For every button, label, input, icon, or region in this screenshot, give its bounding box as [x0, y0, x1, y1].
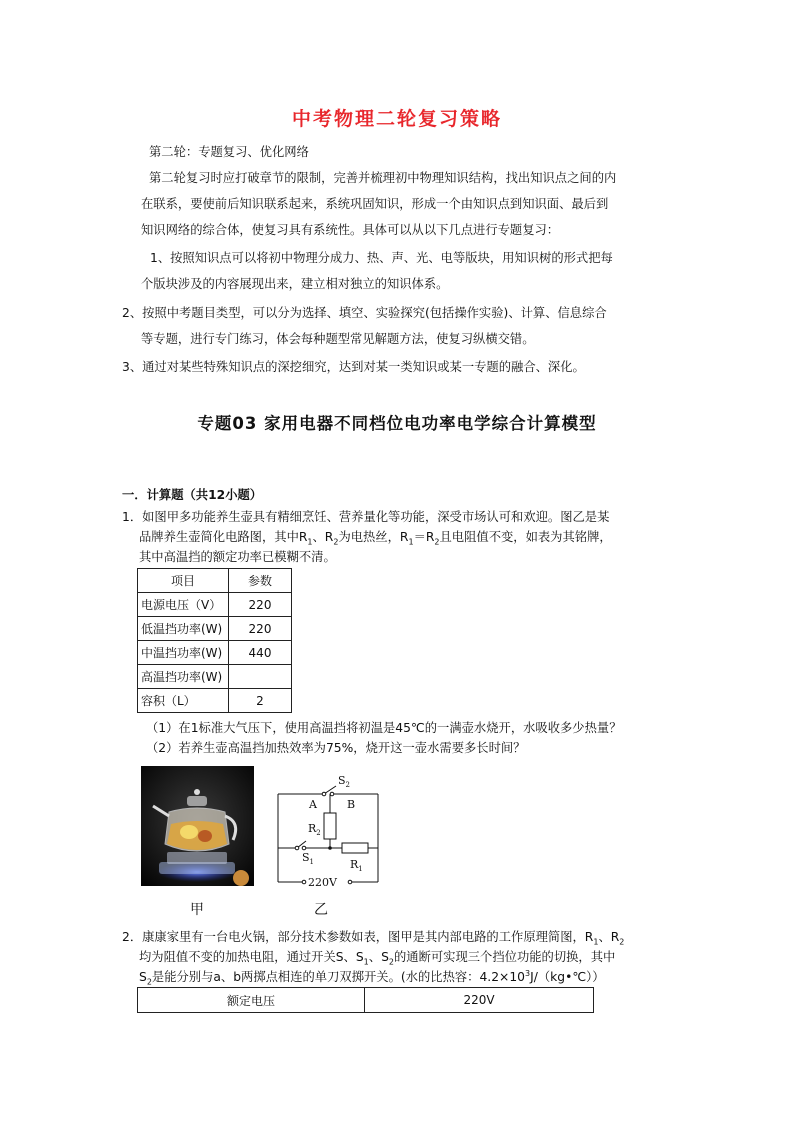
table-row: [138, 988, 594, 1013]
section-heading: 一．计算题（共12小题）: [122, 488, 263, 502]
s1-label: $S_1$: [302, 851, 315, 866]
table-row: [138, 689, 292, 713]
table-row: [138, 593, 292, 617]
table-header-cell: 项目: [138, 569, 229, 593]
table-row: [138, 617, 292, 641]
table-cell: 容积（L）: [138, 689, 229, 713]
list-item: 个版块涉及的内容展现出来，建立相对独立的知识体系。: [141, 277, 449, 291]
paragraph-line: 第二轮复习时应打破章节的限制，完善并梳理初中物理知识结构，找出知识点之间的内: [149, 171, 617, 185]
question-line: 2．康康家里有一台电火锅，部分技术参数如表，图甲是其内部电路的工作原理简图，$R_1$、$R_2$: [122, 930, 625, 947]
table-cell: 220: [229, 617, 292, 641]
list-item: 2、按照中考题目类型，可以分为选择、填空、实验探究(包括操作实验)、计算、信息综合: [122, 306, 607, 320]
question-line: $S_2$是能分别与a、b两掷点相连的单刀双掷开关。(水的比热容：$4.2\times 10^3J/(kg•℃)$）: [139, 968, 605, 987]
list-item: 等专题，进行专门练习，体会每种题型常见解题方法，使复习纵横交错。: [141, 332, 535, 346]
table-cell: 中温挡功率(W): [138, 641, 229, 665]
table-row: [138, 641, 292, 665]
table-cell: 220V: [365, 988, 594, 1013]
table-row: [138, 665, 292, 689]
question-line: 1．如图甲多功能养生壶具有精细烹饪、营养量化等功能，深受市场认可和欢迎。图乙是某: [122, 510, 610, 524]
nameplate-table: [137, 568, 292, 713]
voltage-label: 220V: [308, 876, 337, 889]
s2-label: $S_2$: [338, 774, 351, 789]
table-header-row: [138, 569, 292, 593]
a-label: A: [309, 798, 317, 811]
table-cell: 低温挡功率(W): [138, 617, 229, 641]
spec-table: [137, 987, 594, 1013]
r2-label: $R_2$: [308, 822, 321, 837]
table-cell: 电源电压（V）: [138, 593, 229, 617]
sub-question: （1）在1标准大气压下，使用高温挡将初温是45℃的一满壶水烧开，水吸收多少热量？: [146, 721, 622, 735]
b-label: B: [347, 798, 356, 811]
list-item: 3、通过对某些特殊知识点的深挖细究，达到对某一类知识或某一专题的融合、深化。: [122, 360, 585, 374]
circuit-diagram: [274, 770, 394, 890]
paragraph-line: 知识网络的综合体，使复习具有系统性。具体可以从以下几点进行专题复习：: [141, 223, 560, 237]
r1-label: $R_1$: [350, 858, 363, 873]
intro-line: 第二轮：专题复习、优化网络: [149, 145, 309, 159]
table-cell: [229, 665, 292, 689]
table-cell: 440: [229, 641, 292, 665]
table-cell: 2: [229, 689, 292, 713]
sub-question: （2）若养生壶高温挡加热效率为75%，烧开这一壶水需要多长时间？: [146, 741, 526, 755]
question-line: 均为阻值不变的加热电阻，通过开关S、$S_1$、$S_2$的通断可实现三个挡位功能的切换，其中: [139, 950, 616, 967]
question-line: 品牌养生壶简化电路图，其中$R_1$、$R_2$为电热丝，$R_1=R_2$且电阻值不变，如表为其铭牌，: [139, 530, 612, 547]
figure-caption-a: 甲: [190, 902, 204, 918]
paragraph-line: 在联系，要使前后知识联系起来，系统巩固知识，形成一个由知识点到知识面、最后到: [141, 197, 609, 211]
page-title: 中考物理二轮复习策略: [291, 108, 502, 130]
table-cell: 220: [229, 593, 292, 617]
table-cell: 高温挡功率(W): [138, 665, 229, 689]
kettle-photo: [141, 766, 254, 886]
list-item: 1、按照知识点可以将初中物理分成力、热、声、光、电等版块，用知识树的形式把每: [150, 251, 613, 265]
figure-caption-b: 乙: [314, 902, 328, 918]
topic-title: 专题03 家用电器不同档位电功率电学综合计算模型: [197, 414, 597, 433]
question-line: 其中高温挡的额定功率已模糊不清。: [139, 550, 336, 564]
table-cell: 额定电压: [138, 988, 365, 1013]
table-header-cell: 参数: [229, 569, 292, 593]
